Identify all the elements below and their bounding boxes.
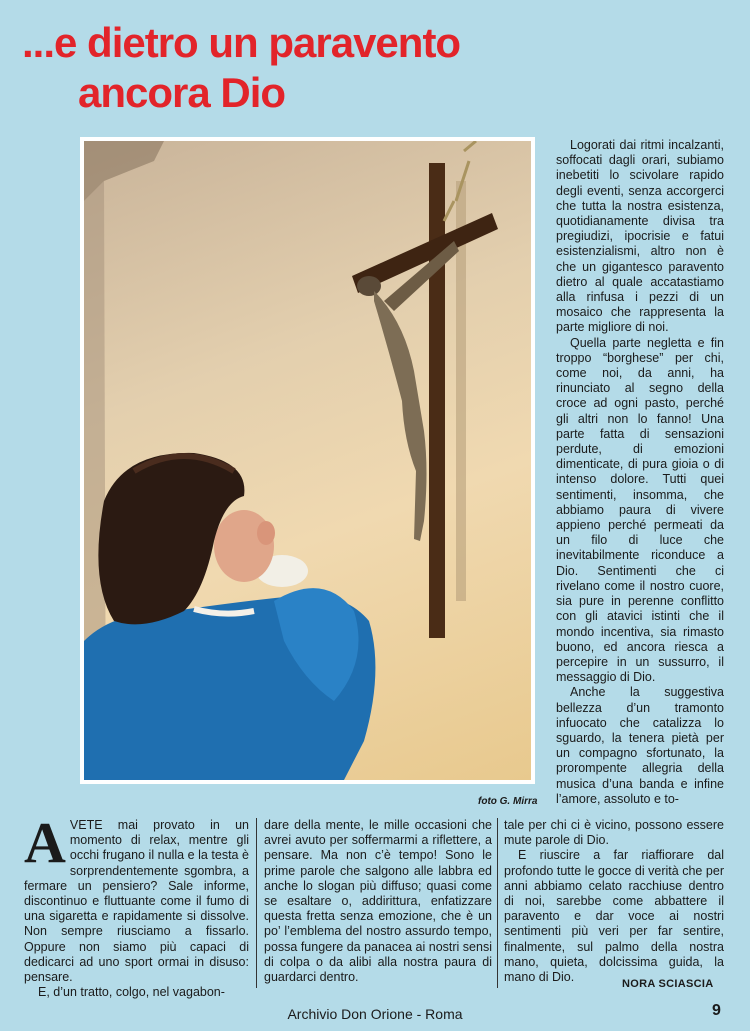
photo-illustration (84, 141, 531, 780)
paragraph: tale per chi ci è vicino, possono essere mute parole di Dio. (504, 818, 724, 848)
photo-frame (80, 137, 535, 784)
child-crucifix-photo (84, 141, 531, 780)
photo-credit: foto G. Mirra (478, 796, 538, 807)
paragraph: E riuscire a far riaffiorare dal profondo tutte le gocce di verità che per anni abbiamo celato racchiuse dentro di noi, sarebbe come abbattere il paravento e dar voce ai nostri sentimenti più veri per far sentire, finalmente, sul palmo della nostra mano, quieta, dolcissima guida, la mano di Dio. (504, 848, 724, 985)
bottom-left-column (24, 810, 249, 1000)
author-signature: NORA SCIASCIA (622, 978, 714, 990)
headline (22, 18, 460, 118)
bottom-right-column (504, 818, 724, 985)
paragraph: Logorati dai ritmi incalzanti, soffocati dagli orari, subiamo inebetiti lo scivolare rapido degli eventi, senza accorgerci che tutta la nostra esistenza, quotidianamente divisa tra pregiudizi, ipocrisie e fatui esistenzialismi, altro non è che un gigantesco paravento dietro al quale accatastiamo alla rinfusa i pezzi di un mosaico che rappresenta la parte migliore di noi. (556, 138, 724, 335)
paragraph: Anche la suggestiva bellezza d’un tramonto infuocato che catalizza lo sguardo, la tenera pietà per un compagno sfortunato, la prorompente allegria della musica d’una banda e infine l’amore, assoluto e to- (556, 685, 724, 806)
archive-label: Archivio Don Orione - Roma (287, 1006, 463, 1022)
paragraph: VETE mai provato in un momento di relax, mentre gli occhi frugano il nulla e la testa è sorprendentemente sgombra, a fermare un pensiero? Sale informe, discontinuo e fluttuante come il fumo di una sigaretta e rapidamente si dissolve. Non sempre riusciamo a fissarlo. Oppure non siamo più capaci di dedicarci ad uno sport ormai in disuso: pensare. (24, 818, 249, 985)
paragraph: Quella parte negletta e fin troppo “borghese” per chi, come noi, da anni, ha rinunciato al segno della croce ad ogni pasto, perché gli altri non lo fanno! Una parte fatta di sensazioni perdute, di emozioni dimenticate, di pura gioia o di intenso dolore. Tutti quei sentimenti, insomma, che abbiamo paura di vivere appieno perché permeati da un filo di luce che inevitabilmente riconduce a Dio. Sentimenti che ci rivelano come il nostro cuore, sia pure in perenne conflitto con gli atavici istinti che il mondo incentiva, sia rimasto buono, ed ancora riesca a percepire in un sussurro, il messaggio di Dio. (556, 335, 724, 685)
column-rule (497, 818, 498, 988)
bottom-middle-column (264, 818, 492, 985)
headline-line-2: ancora Dio (78, 69, 286, 116)
cross-beam (429, 163, 445, 638)
headline-line-1: ...e dietro un paravento (22, 19, 461, 66)
column-rule (256, 818, 257, 988)
page-number: 9 (712, 1002, 721, 1019)
paragraph: E, d’un tratto, colgo, nel vagabon- (38, 985, 225, 1000)
paragraph: dare della mente, le mille occasioni che avrei avuto per soffermarmi a riflettere, a pensare. Ma non c’è tempo! Sono le prime parole che salgono alle labbra ed anche lo slogan più diffuso; quasi come se esaltare o, addirittura, enfatizzare questa fretta senza emozione, che è un po’ l’emblema del nostro assurdo tempo, possa fungere da panacea ai nostri sensi di colpa o da alibi alla nostra paura di guardarci dentro. (264, 818, 492, 985)
right-column (556, 138, 724, 807)
drop-cap: A (24, 810, 66, 875)
